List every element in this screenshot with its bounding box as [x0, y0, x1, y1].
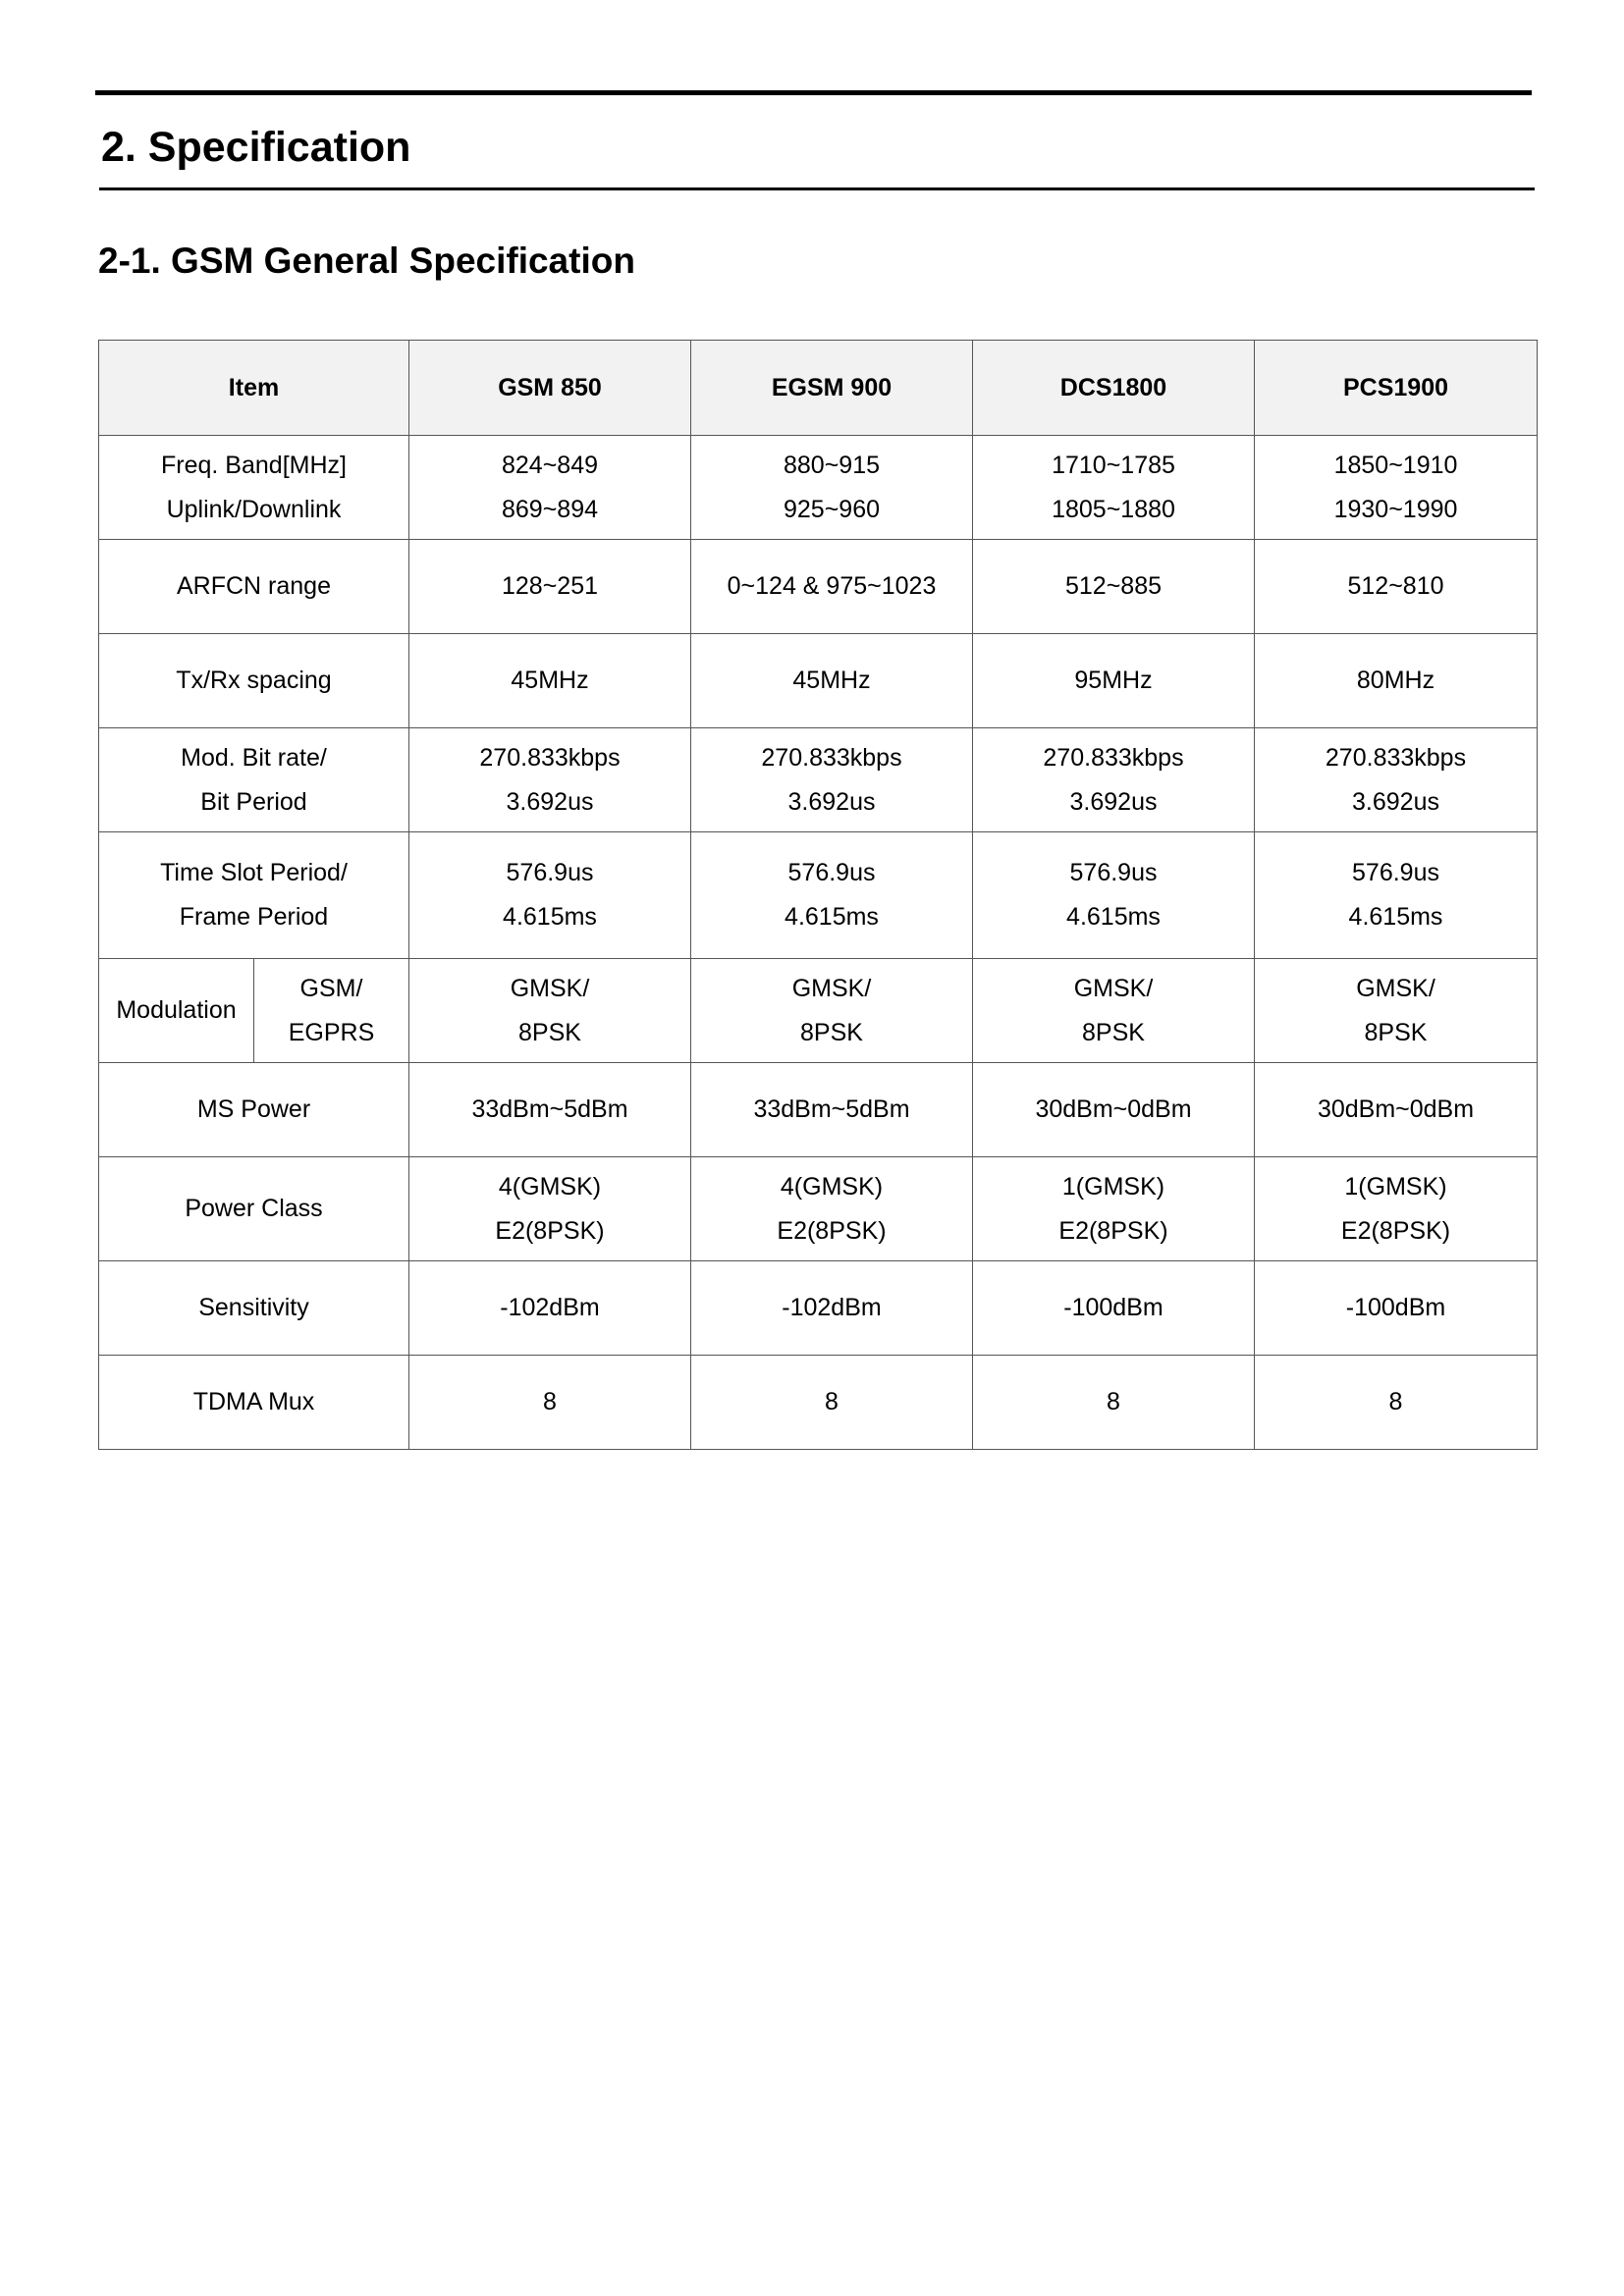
table-row [99, 832, 1538, 959]
row-label: Power Class [99, 1157, 409, 1261]
table-cell: 576.9us 4.615ms [973, 832, 1255, 959]
header-egsm900: EGSM 900 [691, 341, 973, 436]
section-title: 2-1. GSM General Specification [98, 240, 635, 281]
top-rule [95, 90, 1532, 95]
table-row [99, 1157, 1538, 1261]
table-cell: 270.833kbps 3.692us [973, 728, 1255, 832]
table-cell: 128~251 [409, 540, 691, 634]
gsm-spec-table [98, 340, 1538, 1450]
row-label: TDMA Mux [99, 1356, 409, 1450]
table-cell: 576.9us 4.615ms [409, 832, 691, 959]
table-cell: GMSK/ 8PSK [691, 959, 973, 1063]
table-cell: 30dBm~0dBm [1255, 1063, 1538, 1157]
table-cell: 1850~1910 1930~1990 [1255, 436, 1538, 540]
row-label: Tx/Rx spacing [99, 634, 409, 728]
page-title: 2. Specification [101, 124, 411, 171]
row-label: Modulation [99, 959, 254, 1063]
table-cell: -100dBm [1255, 1261, 1538, 1356]
table-row [99, 1261, 1538, 1356]
title-underline [99, 187, 1535, 190]
table-cell: 512~885 [973, 540, 1255, 634]
table-cell: 270.833kbps 3.692us [409, 728, 691, 832]
row-label: MS Power [99, 1063, 409, 1157]
table-cell: 45MHz [409, 634, 691, 728]
table-cell: GMSK/ 8PSK [973, 959, 1255, 1063]
row-sublabel: GSM/ EGPRS [254, 959, 409, 1063]
table-cell: 4(GMSK) E2(8PSK) [691, 1157, 973, 1261]
table-row [99, 1356, 1538, 1450]
table-cell: -100dBm [973, 1261, 1255, 1356]
row-label: Freq. Band[MHz] Uplink/Downlink [99, 436, 409, 540]
table-cell: 512~810 [1255, 540, 1538, 634]
table-cell: 8 [1255, 1356, 1538, 1450]
table-cell: 1(GMSK) E2(8PSK) [973, 1157, 1255, 1261]
table-cell: 270.833kbps 3.692us [1255, 728, 1538, 832]
table-cell: 576.9us 4.615ms [691, 832, 973, 959]
table-cell: 80MHz [1255, 634, 1538, 728]
table-row [99, 540, 1538, 634]
table-row [99, 1063, 1538, 1157]
table-cell: 1(GMSK) E2(8PSK) [1255, 1157, 1538, 1261]
header-dcs1800: DCS1800 [973, 341, 1255, 436]
header-pcs1900: PCS1900 [1255, 341, 1538, 436]
table-cell: 1710~1785 1805~1880 [973, 436, 1255, 540]
row-label: ARFCN range [99, 540, 409, 634]
table-cell: GMSK/ 8PSK [409, 959, 691, 1063]
row-label: Time Slot Period/ Frame Period [99, 832, 409, 959]
table-cell: 30dBm~0dBm [973, 1063, 1255, 1157]
table-cell: 880~915 925~960 [691, 436, 973, 540]
table-row [99, 634, 1538, 728]
table-cell: 45MHz [691, 634, 973, 728]
row-label: Mod. Bit rate/ Bit Period [99, 728, 409, 832]
table-row [99, 728, 1538, 832]
table-cell: 8 [973, 1356, 1255, 1450]
table-cell: 95MHz [973, 634, 1255, 728]
table-cell: 576.9us 4.615ms [1255, 832, 1538, 959]
table-cell: 8 [409, 1356, 691, 1450]
row-label: Sensitivity [99, 1261, 409, 1356]
table-cell: 270.833kbps 3.692us [691, 728, 973, 832]
header-item: Item [99, 341, 409, 436]
table-cell: -102dBm [409, 1261, 691, 1356]
table-cell: 33dBm~5dBm [409, 1063, 691, 1157]
table-cell: 824~849 869~894 [409, 436, 691, 540]
table-cell: 33dBm~5dBm [691, 1063, 973, 1157]
table-header-row [99, 341, 1538, 436]
table-cell: -102dBm [691, 1261, 973, 1356]
table-cell: 4(GMSK) E2(8PSK) [409, 1157, 691, 1261]
header-gsm850: GSM 850 [409, 341, 691, 436]
table-cell: 0~124 & 975~1023 [691, 540, 973, 634]
table-cell: GMSK/ 8PSK [1255, 959, 1538, 1063]
table-row [99, 959, 1538, 1063]
table-row [99, 436, 1538, 540]
table-cell: 8 [691, 1356, 973, 1450]
